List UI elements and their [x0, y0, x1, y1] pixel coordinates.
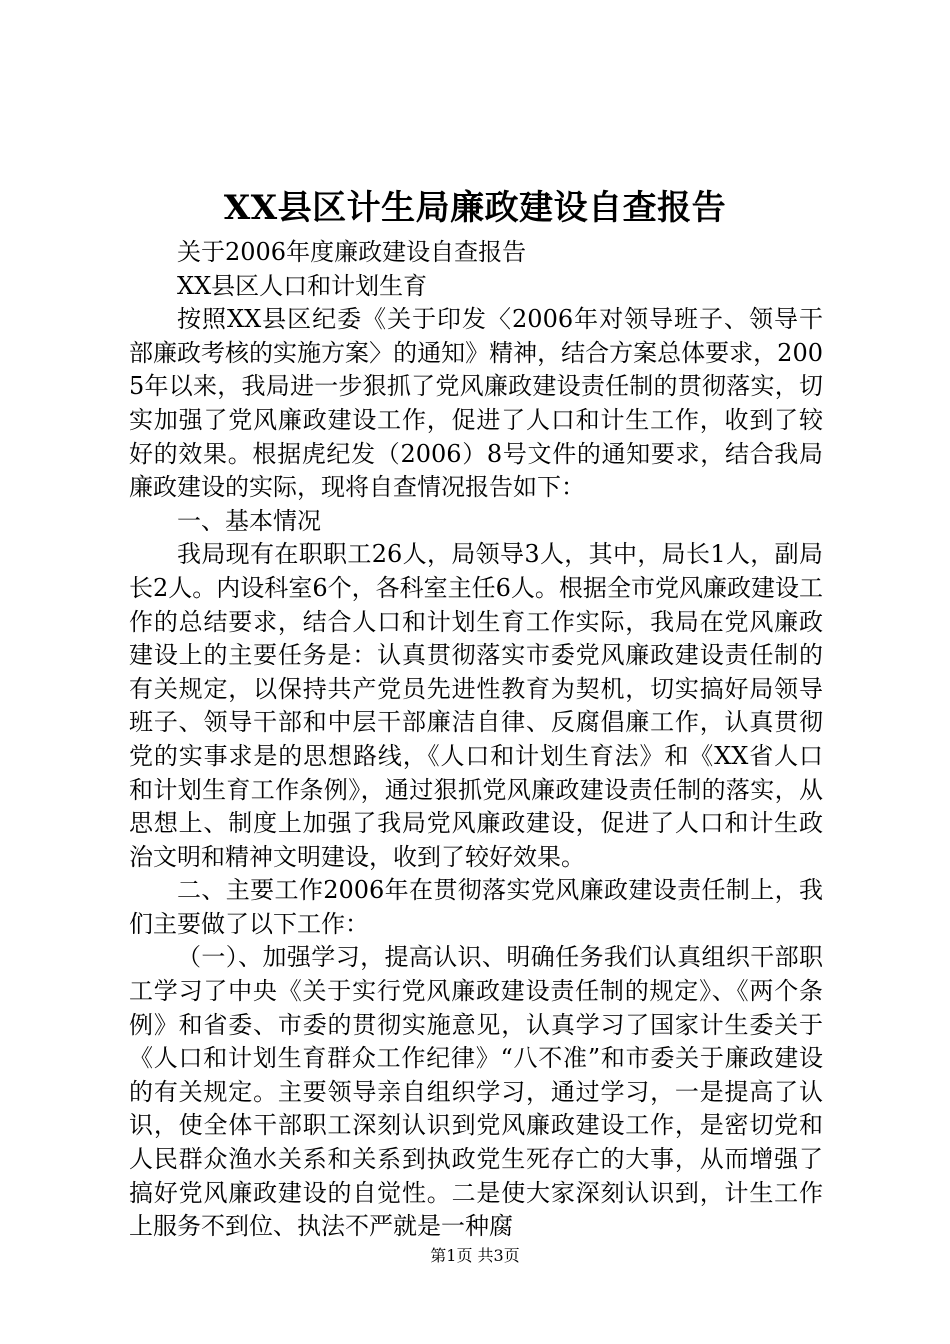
intro-paragraph: 按照XX县区纪委《关于印发〈2006年对领导班子、领导干部廉政考核的实施方案〉的通知》精神，结合方案总体要求，2005年以来，我局进一步狠抓了党风廉政建设责任制的贯彻落实，切实加强了党风廉政建设工作，促进了人口和计生工作，收到了较好的效果。根据虎纪发（2006）8号文件的通知要求，结合我局廉政建设的实际，现将自查情况报告如下：: [129, 305, 823, 502]
section-heading-basic: 一、基本情况: [177, 506, 321, 535]
report-issuer: XX县区人口和计划生育: [177, 271, 428, 300]
document-body: [129, 236, 823, 1244]
basic-situation-paragraph: 我局现有在职职工26人，局领导3人，其中，局长1人，副局长2人。内设科室6个，各科室主任6人。根据全市党风廉政建设工作的总结要求，结合人口和计划生育工作实际，我局在党风廉政建设上的主要任务是：认真贯彻落实市委党风廉政建设责任制的有关规定，以保持共产党员先进性教育为契机，切实搞好局领导班子、领导干部和中层干部廉洁自律、反腐倡廉工作，认真贯彻党的实事求是的思想路线，《人口和计划生育法》和《XX省人口和计划生育工作条例》，通过狠抓党风廉政建设责任制的落实，从思想上、制度上加强了我局党风廉政建设，促进了人口和计生政治文明和精神文明建设，收到了较好效果。: [129, 540, 823, 871]
study-paragraph: （一）、加强学习，提高认识、明确任务我们认真组织干部职工学习了中央《关于实行党风廉政建设责任制的规定》、《两个条例》和省委、市委的贯彻实施意见，认真学习了国家计生委关于《人口和计划生育群众工作纪律》“八不准”和市委关于廉政建设的有关规定。主要领导亲自组织学习，通过学习，一是提高了认识，使全体干部职工深刻认识到党风廉政建设工作，是密切党和人民群众渔水关系和关系到执政党生死存亡的大事，从而增强了搞好党风廉政建设的自觉性。二是使大家深刻认识到，计生工作上服务不到位、执法不严就是一种腐: [129, 943, 823, 1241]
report-subtitle: 关于2006年度廉政建设自查报告: [177, 238, 527, 266]
page-footer: 第1页 共3页: [430, 1246, 520, 1265]
document-title: XX县区计生局廉政建设自查报告: [223, 188, 727, 228]
section-heading-main-work: 二、主要工作2006年在贯彻落实党风廉政建设责任制上，我们主要做了以下工作：: [129, 876, 823, 938]
